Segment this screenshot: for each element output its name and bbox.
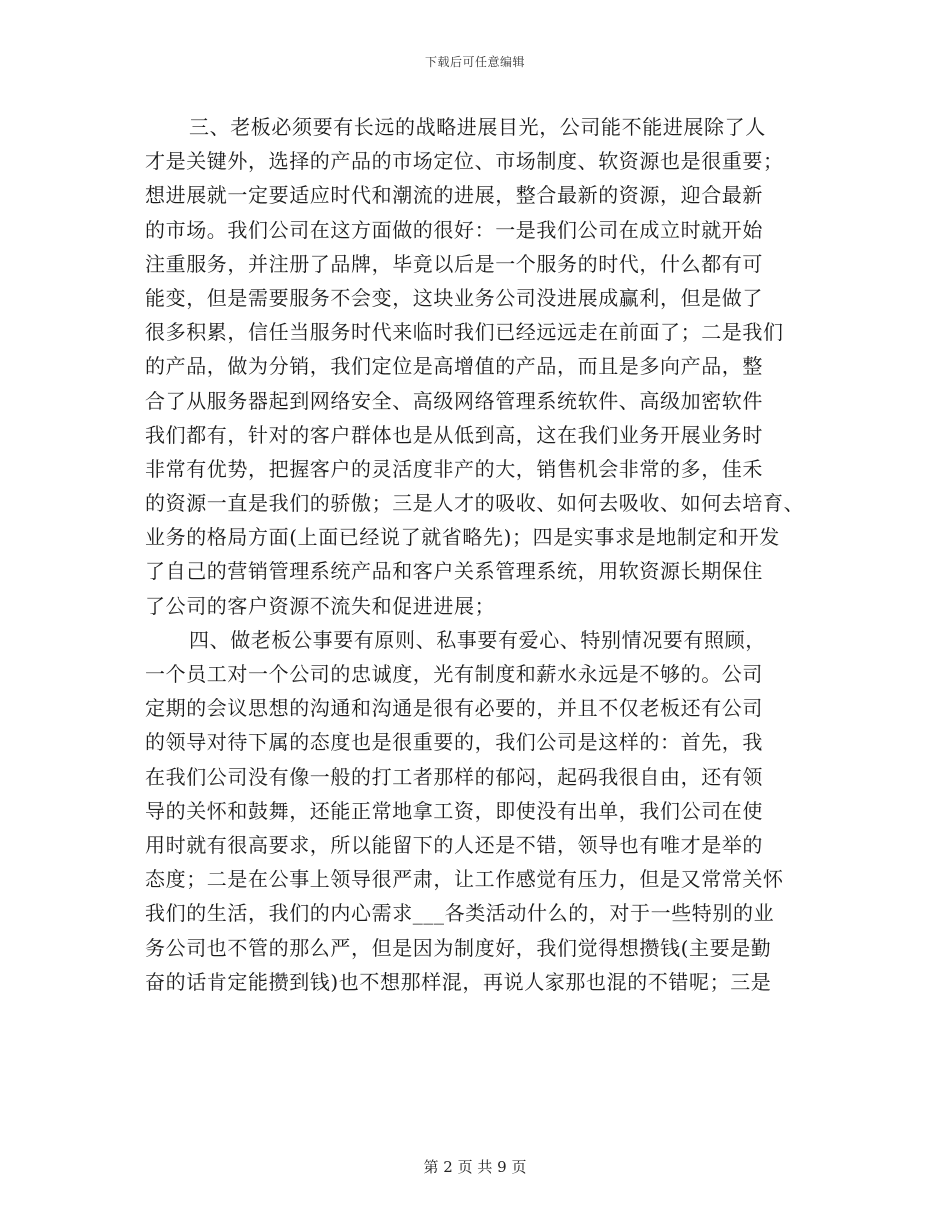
text-line: 的产品，做为分销，我们定位是高增值的产品，而且是多向产品，整 [145, 354, 763, 379]
text-line: 我们都有，针对的客户群体也是从低到高，这在我们业务开展业务时 [145, 422, 763, 447]
text-line: 了自己的营销管理系统产品和客户关系管理系统，用软资源长期保住 [145, 559, 763, 584]
text-line: 才是关键外，选择的产品的市场定位、市场制度、软资源也是很重要； [145, 149, 784, 174]
text-line: 的市场。我们公司在这方面做的很好：一是我们公司在成立时就开始 [145, 217, 763, 242]
text-line: 四、做老板公事要有原则、私事要有爱心、特别情况要有照顾， [189, 627, 766, 652]
text-line: 三、老板必须要有长远的战略进展目光，公司能不能进展除了人 [189, 115, 766, 139]
text-line: 定期的会议思想的沟通和沟通是很有必要的，并且不仅老板还有公司 [145, 696, 763, 721]
text-line: 非常有优势，把握客户的灵活度非产的大，销售机会非常的多，佳禾 [145, 456, 763, 481]
text-line: 奋的话肯定能攒到钱)也不想那样混，再说人家那也混的不错呢；三是 [145, 969, 772, 994]
text-line: 合了从服务器起到网络安全、高级网络管理系统软件、高级加密软件 [145, 388, 763, 413]
text-line: 我们的生活，我们的内心需求___各类活动什么的，对于一些特别的业 [145, 901, 775, 926]
text-line: 业务的格局方面(上面已经说了就省略先)；四是实事求是地制定和开发 [145, 525, 780, 550]
text-line: 导的关怀和鼓舞，还能正常地拿工资，即使没有出单，我们公司在使 [145, 798, 763, 823]
text-line: 注重服务，并注册了品牌，毕竟以后是一个服务的时代，什么都有可 [145, 251, 763, 276]
text-line: 在我们公司没有像一般的打工者那样的郁闷，起码我很自由，还有领 [145, 764, 763, 789]
text-line: 的领导对待下属的态度也是很重要的，我们公司是这样的：首先，我 [145, 730, 763, 755]
document-body [145, 110, 825, 999]
text-line: 务公司也不管的那么严，但是因为制度好，我们觉得想攒钱(主要是勤 [145, 935, 772, 960]
text-line: 用时就有很高要求，所以能留下的人还是不错，领导也有唯才是举的 [145, 832, 763, 857]
text-line: 很多积累，信任当服务时代来临时我们已经远远走在前面了；二是我们 [145, 320, 784, 345]
text-line: 的资源一直是我们的骄傲；三是人才的吸收、如何去吸收、如何去培育、 [145, 491, 805, 516]
page-header-note: 下载后可任意编辑 [424, 55, 525, 69]
text-line: 能变，但是需要服务不会变，这块业务公司没进展成赢利，但是做了 [145, 285, 763, 310]
text-line: 想进展就一定要适应时代和潮流的进展，整合最新的资源，迎合最新 [145, 183, 763, 208]
text-line: 了公司的客户资源不流失和促进进展； [145, 593, 496, 618]
page-number: 第 2 页 共 9 页 [423, 1158, 527, 1176]
text-line: 态度；二是在公事上领导很严肃，让工作感觉有压力，但是又常常关怀 [145, 867, 784, 892]
text-line: 一个员工对一个公司的忠诚度，光有制度和薪水永远是不够的。公司 [145, 662, 763, 686]
